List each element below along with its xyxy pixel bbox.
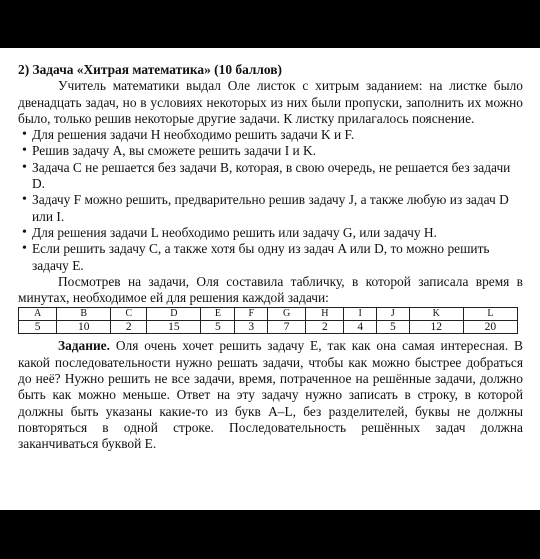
table-time-cell: 15: [147, 321, 201, 334]
table-letter-cell: L: [463, 308, 517, 321]
task-paragraph: [18, 338, 523, 452]
time-table: [18, 307, 518, 334]
rule-item: • Задачу F можно решить, предварительно решив задачу J, а также любую из задач D или I.: [18, 192, 523, 225]
table-header-row: [19, 308, 518, 321]
problem-content: [18, 62, 523, 453]
rule-item: • Для решения задачи H необходимо решить задачи K и F.: [18, 127, 523, 143]
table-time-cell: 12: [409, 321, 463, 334]
table-time-row: [19, 321, 518, 334]
table-letter-cell: E: [201, 308, 235, 321]
table-letter-cell: I: [344, 308, 377, 321]
rule-item: • Если решить задачу C, а также хотя бы одну из задач A или D, то можно решить задачу E.: [18, 241, 523, 274]
table-time-cell: 3: [235, 321, 268, 334]
table-time-cell: 2: [111, 321, 147, 334]
table-letter-cell: H: [306, 308, 344, 321]
table-letter-cell: J: [377, 308, 410, 321]
problem-heading: 2) Задача «Хитрая математика» (10 баллов): [18, 62, 282, 77]
table-time-cell: 4: [344, 321, 377, 334]
table-intro: Посмотрев на задачи, Оля составила табличку, в которой записала время в минутах, необходимое ей для решения каждой задачи:: [18, 273, 523, 306]
table-time-cell: 5: [19, 321, 57, 334]
table-letter-cell: A: [19, 308, 57, 321]
task-label: Задание.: [58, 338, 110, 354]
table-time-cell: 5: [201, 321, 235, 334]
rules-list: [18, 127, 523, 274]
table-time-cell: 7: [268, 321, 306, 334]
table-time-cell: 10: [57, 321, 111, 334]
intro-paragraph: Учитель математики выдал Оле листок с хитрым заданием: на листке было двенадцать задач, но в условиях некоторых из них были пропуски, заполнить их можно было, только решив некоторые другие задачи. К листку прилагалось пояснение.: [18, 78, 523, 126]
table-letter-cell: D: [147, 308, 201, 321]
rule-item: • Для решения задачи L необходимо решить или задачу G, или задачу H.: [18, 225, 523, 241]
document-page: [0, 48, 540, 510]
table-time-cell: 5: [377, 321, 410, 334]
rule-item: • Задача C не решается без задачи B, которая, в свою очередь, не решается без задачи D.: [18, 160, 523, 193]
table-letter-cell: C: [111, 308, 147, 321]
table-letter-cell: B: [57, 308, 111, 321]
task-text: Оля очень хочет решить задачу E, так как она самая интересная. В какой последовательности нужно решать задачи, чтобы как можно быстрее добраться до неё? Нужно решить не все задачи, время, потраченное на решённые задачи, должно быть как можно меньше. Ответ на эту задачу нужно записать в строку, в которой должны быть указаны какие-то из букв A–L, без разделителей, буквы не должны повторяться в одной строке. Последовательность решённых задач должна заканчиваться буквой E.: [18, 338, 523, 452]
rule-item: • Решив задачу A, вы сможете решить задачи I и K.: [18, 143, 523, 159]
table-time-cell: 20: [463, 321, 517, 334]
table-letter-cell: F: [235, 308, 268, 321]
table-time-cell: 2: [306, 321, 344, 334]
table-letter-cell: G: [268, 308, 306, 321]
table-letter-cell: K: [409, 308, 463, 321]
